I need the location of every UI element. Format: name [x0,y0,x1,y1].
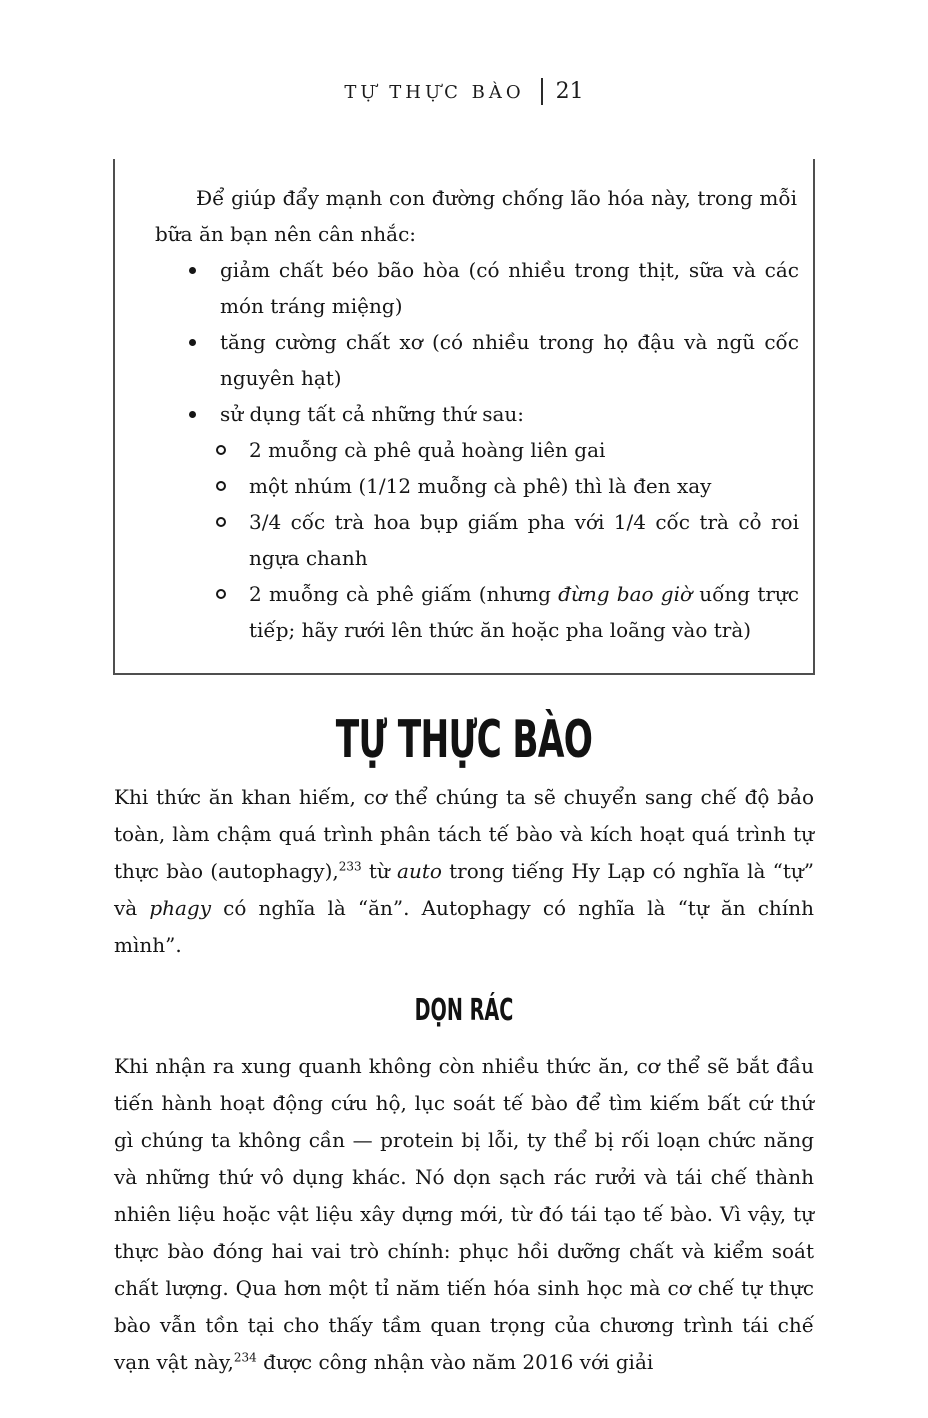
italic-term-phagy: phagy [149,896,212,920]
sub-bullet-item-vinegar [155,576,799,648]
callout-intro-paragraph: Để giúp đẩy mạnh con đường chống lão hóa này, trong mỗi bữa ăn bạn nên cân nhắc: [155,186,797,246]
sub-bullet-item-tea [155,504,799,576]
circle-bullet-icon [216,445,226,455]
circle-bullet-icon [216,589,226,599]
header-separator-rule [541,78,543,105]
sub-bullet-text: 2 muỗng cà phê quả hoàng liên gai [249,438,606,462]
bullet-item-use-all [155,396,799,432]
italic-term-auto: auto [397,859,442,883]
sub-bullet-item-barberry [155,432,799,468]
paragraph-segment: từ [361,859,398,883]
page-number: 21 [555,79,584,104]
footnote-reference-234: 234 [233,1350,257,1365]
running-header [0,76,928,108]
section-title: TỰ THỰC BÀO [335,710,593,770]
circle-bullet-icon [216,481,226,491]
circle-bullet-icon [216,517,226,527]
bullet-item-saturated-fat [155,252,799,324]
sub-bullet-text-post: uống trực tiếp; hãy rưới lên thức ăn hoặc pha loãng vào trà) [249,582,800,642]
callout-box [113,159,815,675]
running-header-title: TỰ THỰC BÀO [344,82,525,103]
paragraph-cleanup [114,1048,814,1381]
sub-bullet-text: một nhúm (1/12 muỗng cà phê) thì là đen xay [249,474,712,498]
paragraph-autophagy [114,779,814,964]
bullet-text: sử dụng tất cả những thứ sau: [220,402,525,426]
sub-bullet-item-cumin [155,468,799,504]
bullet-dot-icon [189,267,196,274]
sub-bullet-text-pre: 2 muỗng cà phê giấm (nhưng [249,582,559,606]
footnote-reference-233: 233 [338,859,362,874]
sub-bullet-text-emphasis: đừng bao giờ [558,582,693,606]
paragraph-segment: được công nhận vào năm 2016 với giải [256,1350,654,1374]
paragraph-segment: Khi thức ăn khan hiếm, cơ thể chúng ta sẽ chuyển sang chế độ bảo toàn, làm chậm quá trình phân tách tế bào và kích hoạt quá trình tự thực bào (autophagy), [114,785,814,883]
bullet-text: tăng cường chất xơ (có nhiều trong họ đậu và ngũ cốc nguyên hạt) [220,330,799,390]
bullet-text: giảm chất béo bão hòa (có nhiều trong thịt, sữa và các món tráng miệng) [220,258,799,318]
bullet-dot-icon [189,411,196,418]
paragraph-segment: Khi nhận ra xung quanh không còn nhiều thức ăn, cơ thể sẽ bắt đầu tiến hành hoạt động cứu hộ, lục soát tế bào để tìm kiếm bất cứ thứ gì chúng ta không cần — protein bị lỗi, ty thể bị rối loạn chức năng và những thứ vô dụng khác. Nó dọn sạch rác rưởi và tái chế thành nhiên liệu hoặc vật liệu xây dựng mới, từ đó tái tạo tế bào. Vì vậy, tự thực bào đóng hai vai trò chính: phục hồi dưỡng chất và kiểm soát chất lượng. Qua hơn một tỉ năm tiến hóa sinh học mà cơ chế tự thực bào vẫn tồn tại cho thấy tầm quan trọng của chương trình tái chế vạn vật này, [114,1054,814,1374]
sub-bullet-text: 3/4 cốc trà hoa bụp giấm pha với 1/4 cốc trà cỏ roi ngựa chanh [249,510,799,570]
bullet-dot-icon [189,339,196,346]
paragraph-segment: trong tiếng Hy Lạp có nghĩa là “tự” và [114,859,814,920]
paragraph-segment: có nghĩa là “ăn”. Autophagy có nghĩa là “tự ăn chính mình”. [114,896,814,957]
subsection-title: DỌN RÁC [414,993,514,1028]
callout-bullet-list [155,252,799,432]
bullet-item-fiber [155,324,799,396]
callout-sub-bullet-list [155,432,799,648]
